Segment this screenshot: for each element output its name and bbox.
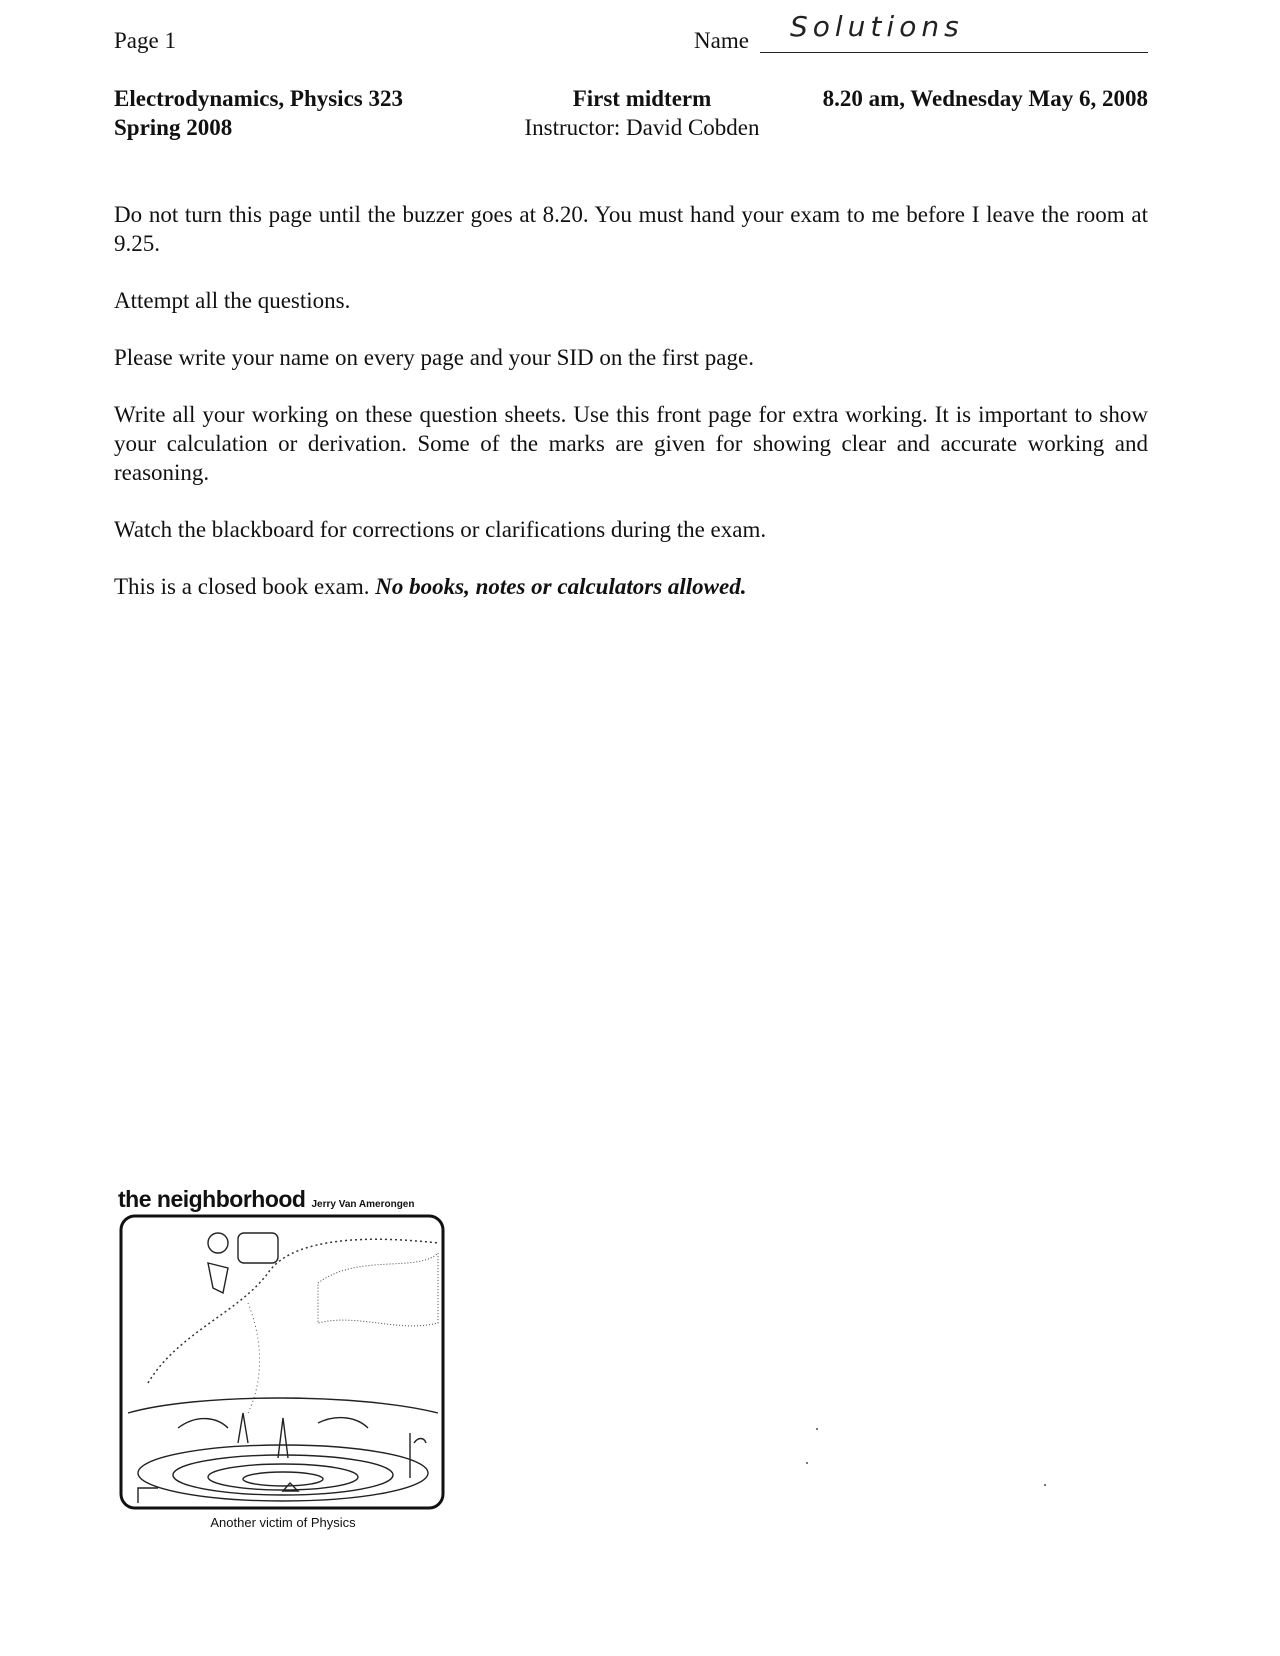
cartoon: [118, 1186, 448, 1530]
instruction-paragraph: Watch the blackboard for corrections or clarifications during the exam.: [114, 517, 767, 542]
instruction-paragraph: Do not turn this page until the buzzer goes at 8.20. You must hand your exam to me before I leave the room at 9.25.: [114, 202, 1148, 256]
name-label: Name: [694, 28, 749, 53]
cartoon-title: the neighborhood: [118, 1186, 306, 1212]
course-block: [114, 84, 403, 142]
closed-book-text: This is a closed book exam.: [114, 574, 376, 599]
scan-speck: [1044, 1484, 1046, 1486]
instruction-paragraph: Please write your name on every page and your SID on the first page.: [114, 345, 754, 370]
course-term: Spring 2008: [114, 115, 233, 140]
cartoon-illustration: [118, 1213, 448, 1513]
cartoon-caption: Another victim of Physics: [210, 1515, 356, 1530]
course-title: Electrodynamics, Physics 323: [114, 86, 403, 111]
page-number: Page 1: [114, 28, 176, 53]
instruction-paragraph: [114, 572, 1148, 601]
instructions: [114, 200, 1148, 629]
scan-speck: [806, 1462, 808, 1464]
cartoon-author: Jerry Van Amerongen: [311, 1199, 415, 1210]
handwritten-name: Solutions: [790, 10, 964, 43]
instruction-paragraph: Attempt all the questions.: [114, 288, 351, 313]
closed-book-emphasis: No books, notes or calculators allowed.: [375, 574, 747, 599]
instructor: Instructor: David Cobden: [524, 115, 760, 140]
instruction-paragraph: Write all your working on these question sheets. Use this front page for extra working. It is important to show your calculation or derivation. Some of the marks are given for showing clear and accurate working and reasoning.: [114, 402, 1148, 485]
exam-datetime: 8.20 am, Wednesday May 6, 2008: [822, 86, 1148, 111]
exam-title: First midterm: [572, 86, 712, 111]
cartoon-header: [118, 1186, 448, 1213]
exam-block: [512, 84, 772, 142]
scan-speck: [816, 1428, 818, 1430]
name-line: [760, 52, 1148, 53]
